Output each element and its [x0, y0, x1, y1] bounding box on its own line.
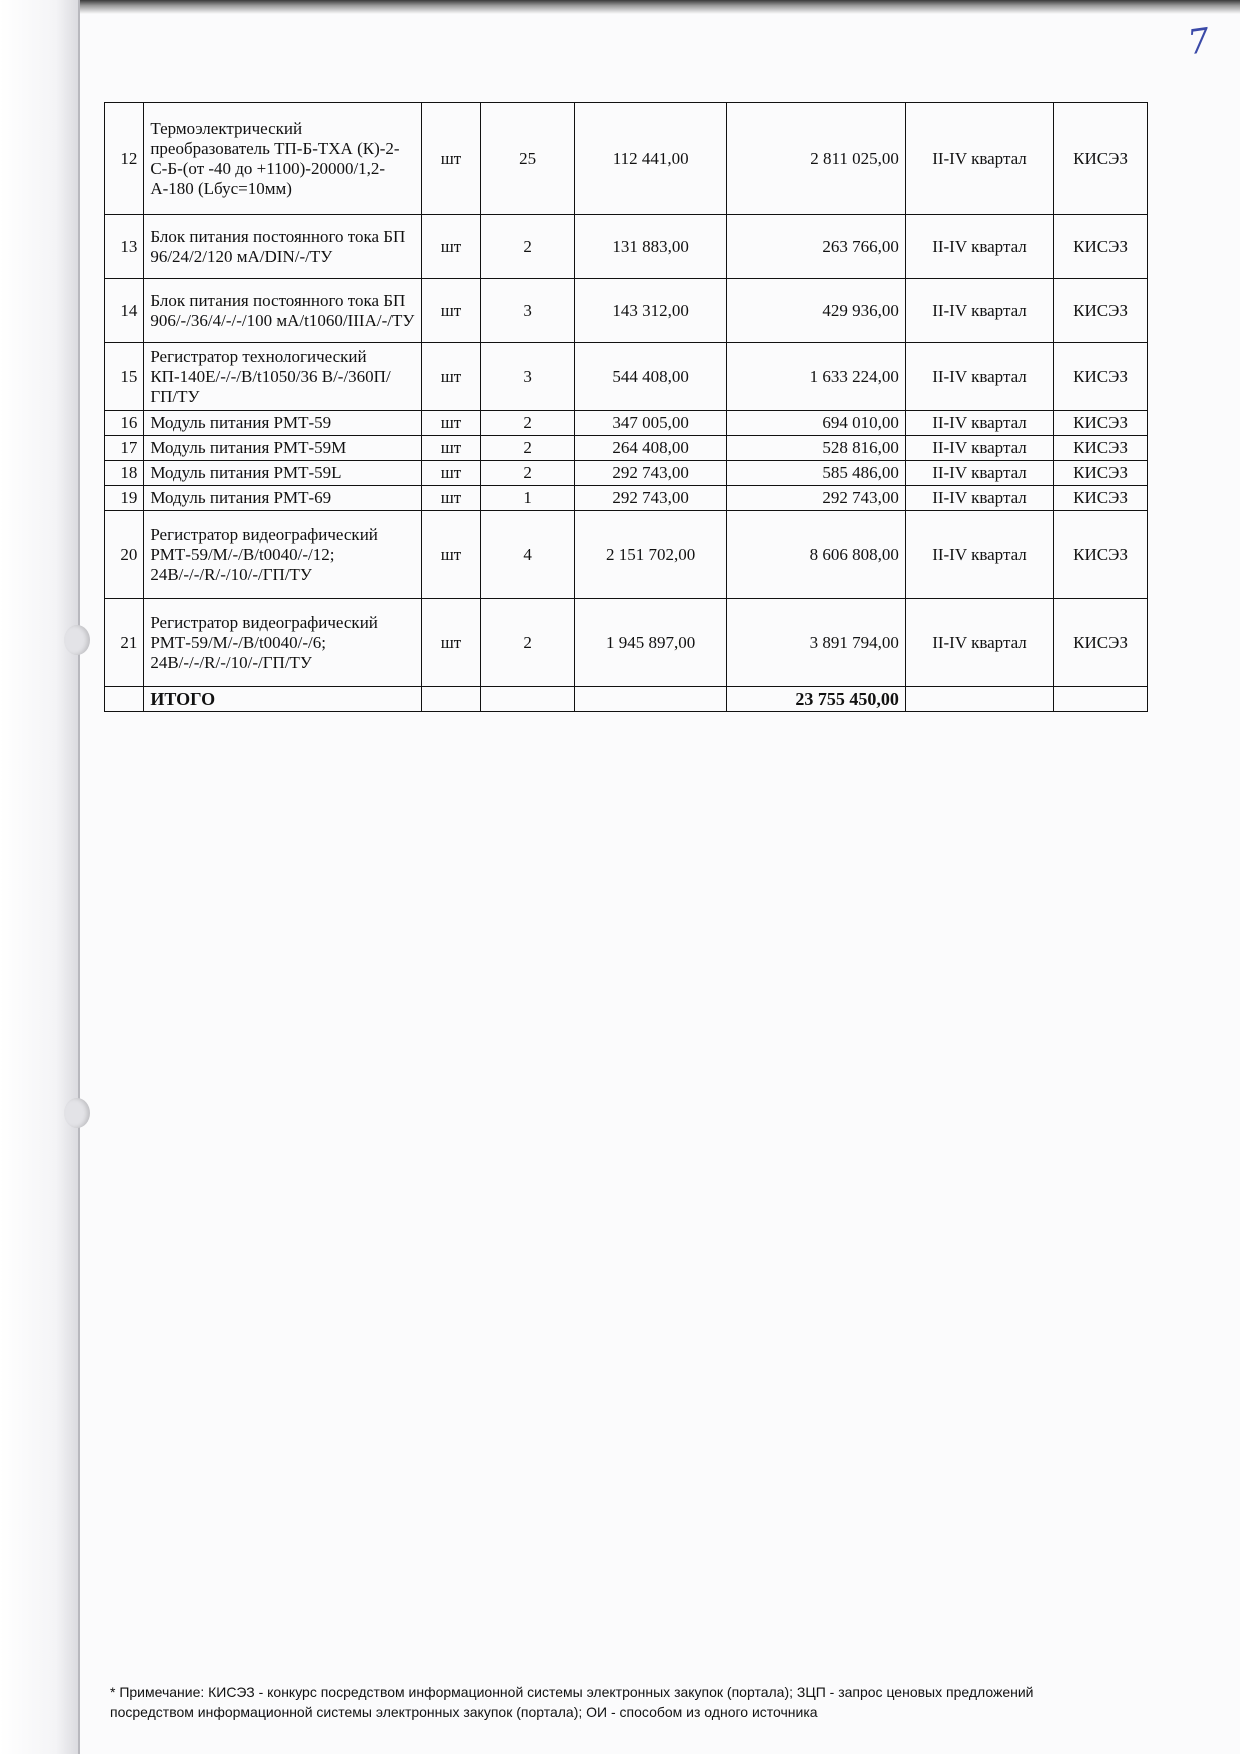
line-total: 694 010,00 [727, 411, 906, 436]
delivery-period: II-IV квартал [905, 511, 1053, 599]
quantity: 2 [481, 599, 575, 687]
delivery-period: II-IV квартал [905, 343, 1053, 411]
row-number: 14 [105, 279, 144, 343]
total-qty-cell [481, 687, 575, 712]
table-row [105, 461, 1148, 486]
scan-top-shadow [80, 0, 1240, 14]
delivery-period: II-IV квартал [905, 215, 1053, 279]
line-total: 292 743,00 [727, 486, 906, 511]
total-method-cell [1054, 687, 1148, 712]
procurement-method: КИСЭЗ [1054, 411, 1148, 436]
quantity: 3 [481, 279, 575, 343]
row-number: 15 [105, 343, 144, 411]
row-number: 13 [105, 215, 144, 279]
item-name: Модуль питания РМТ-59М [144, 436, 421, 461]
procurement-method: КИСЭЗ [1054, 511, 1148, 599]
total-no-cell [105, 687, 144, 712]
total-price-cell [575, 687, 727, 712]
total-label: ИТОГО [144, 687, 421, 712]
table-row [105, 343, 1148, 411]
unit: шт [421, 486, 481, 511]
table-row [105, 215, 1148, 279]
handwritten-page-number: 7 [1185, 20, 1213, 64]
procurement-method: КИСЭЗ [1054, 279, 1148, 343]
line-total: 528 816,00 [727, 436, 906, 461]
item-name: Регистратор видеографический РМТ-59/М/-/В/t0040/-/6; 24В/-/-/R/-/10/-/ГП/ТУ [144, 599, 421, 687]
procurement-method: КИСЭЗ [1054, 215, 1148, 279]
unit: шт [421, 343, 481, 411]
table-row [105, 103, 1148, 215]
item-name: Модуль питания РМТ-69 [144, 486, 421, 511]
unit: шт [421, 279, 481, 343]
line-total: 263 766,00 [727, 215, 906, 279]
item-name: Термоэлектрический преобразователь ТП-Б-ТХА (К)-2-С-Б-(от -40 до +1100)-20000/1,2-А-180 (Lбус=10мм) [144, 103, 421, 215]
procurement-method: КИСЭЗ [1054, 436, 1148, 461]
item-name: Модуль питания РМТ-59L [144, 461, 421, 486]
items-table [104, 102, 1148, 712]
quantity: 3 [481, 343, 575, 411]
line-total: 1 633 224,00 [727, 343, 906, 411]
unit: шт [421, 511, 481, 599]
procurement-method: КИСЭЗ [1054, 103, 1148, 215]
row-number: 16 [105, 411, 144, 436]
quantity: 2 [481, 436, 575, 461]
scan-left-margin [0, 0, 80, 1754]
row-number: 21 [105, 599, 144, 687]
item-name: Регистратор технологический КП-140Е/-/-/В/t1050/36 В/-/360П/ГП/ТУ [144, 343, 421, 411]
row-number: 18 [105, 461, 144, 486]
table-row [105, 486, 1148, 511]
row-number: 20 [105, 511, 144, 599]
unit: шт [421, 599, 481, 687]
unit-price: 131 883,00 [575, 215, 727, 279]
table-row [105, 511, 1148, 599]
quantity: 2 [481, 215, 575, 279]
punch-hole [64, 625, 90, 655]
unit: шт [421, 461, 481, 486]
row-number: 17 [105, 436, 144, 461]
line-total: 2 811 025,00 [727, 103, 906, 215]
quantity: 4 [481, 511, 575, 599]
delivery-period: II-IV квартал [905, 599, 1053, 687]
unit-price: 1 945 897,00 [575, 599, 727, 687]
table-row [105, 279, 1148, 343]
unit: шт [421, 436, 481, 461]
unit-price: 544 408,00 [575, 343, 727, 411]
total-period-cell [905, 687, 1053, 712]
total-unit-cell [421, 687, 481, 712]
procurement-method: КИСЭЗ [1054, 343, 1148, 411]
delivery-period: II-IV квартал [905, 103, 1053, 215]
procurement-method: КИСЭЗ [1054, 486, 1148, 511]
unit-price: 264 408,00 [575, 436, 727, 461]
unit-price: 347 005,00 [575, 411, 727, 436]
unit-price: 143 312,00 [575, 279, 727, 343]
delivery-period: II-IV квартал [905, 486, 1053, 511]
unit-price: 2 151 702,00 [575, 511, 727, 599]
quantity: 2 [481, 461, 575, 486]
item-name: Модуль питания РМТ-59 [144, 411, 421, 436]
unit: шт [421, 215, 481, 279]
unit-price: 292 743,00 [575, 461, 727, 486]
delivery-period: II-IV квартал [905, 436, 1053, 461]
delivery-period: II-IV квартал [905, 279, 1053, 343]
procurement-method: КИСЭЗ [1054, 461, 1148, 486]
items-table-body [105, 103, 1148, 687]
quantity: 1 [481, 486, 575, 511]
unit-price: 292 743,00 [575, 486, 727, 511]
table-row [105, 411, 1148, 436]
line-total: 585 486,00 [727, 461, 906, 486]
delivery-period: II-IV квартал [905, 461, 1053, 486]
table-row [105, 599, 1148, 687]
punch-hole [64, 1098, 90, 1128]
row-number: 19 [105, 486, 144, 511]
line-total: 8 606 808,00 [727, 511, 906, 599]
item-name: Регистратор видеографический РМТ-59/М/-/В/t0040/-/12; 24В/-/-/R/-/10/-/ГП/ТУ [144, 511, 421, 599]
total-row [105, 687, 1148, 712]
row-number: 12 [105, 103, 144, 215]
line-total: 3 891 794,00 [727, 599, 906, 687]
item-name: Блок питания постоянного тока БП 906/-/36/4/-/-/100 мА/t1060/IIIA/-/ТУ [144, 279, 421, 343]
unit: шт [421, 411, 481, 436]
quantity: 2 [481, 411, 575, 436]
delivery-period: II-IV квартал [905, 411, 1053, 436]
footnote: * Примечание: КИСЭЗ - конкурс посредством информационной системы электронных закупок (портала); ЗЦП - запрос ценовых предложений посредством информационной системы электронных закупок (портала); ОИ - способом из одного источника [110, 1684, 1034, 1720]
quantity: 25 [481, 103, 575, 215]
unit: шт [421, 103, 481, 215]
scan-page-edge [78, 0, 80, 1754]
unit-price: 112 441,00 [575, 103, 727, 215]
procurement-method: КИСЭЗ [1054, 599, 1148, 687]
item-name: Блок питания постоянного тока БП 96/24/2/120 мА/DIN/-/ТУ [144, 215, 421, 279]
total-sum: 23 755 450,00 [727, 687, 906, 712]
line-total: 429 936,00 [727, 279, 906, 343]
table-row [105, 436, 1148, 461]
